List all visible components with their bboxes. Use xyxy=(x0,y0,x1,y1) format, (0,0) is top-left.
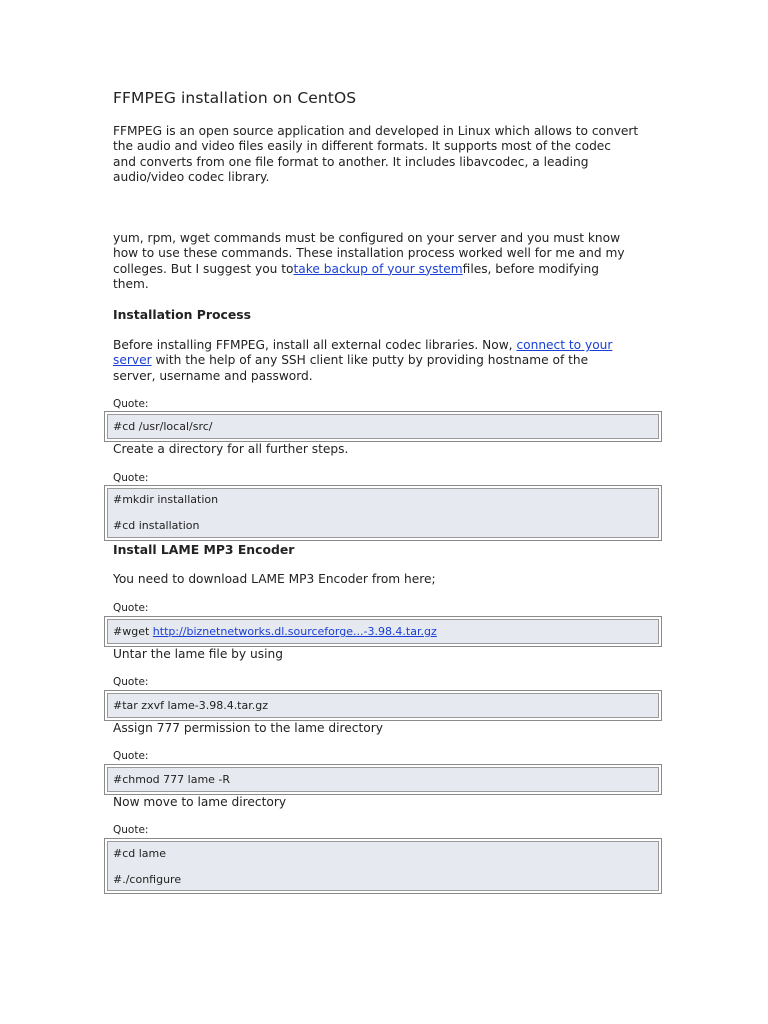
lame-download-link[interactable]: http://biznetnetworks.dl.sourceforge...-3.98.4.tar.gz xyxy=(152,625,437,638)
quote-box-inner xyxy=(107,841,659,891)
prereq-line-3-after: files, before modifying xyxy=(462,261,599,276)
prereq-line-2: how to use these commands. These installation process worked well for me and my xyxy=(113,246,625,261)
code-cd-installation: #cd installation xyxy=(113,519,200,532)
code-chmod: #chmod 777 lame -R xyxy=(113,773,231,786)
code-cd-src: #cd /usr/local/src/ xyxy=(113,420,213,433)
connect-server-link-part-2[interactable]: server xyxy=(113,353,152,368)
intro-line-4: audio/video codec library. xyxy=(113,169,270,184)
download-text: You need to download LAME MP3 Encoder from here; xyxy=(113,572,436,586)
quote-label: Quote: xyxy=(113,472,149,484)
install-line-1-before: Before installing FFMPEG, install all external codec libraries. Now, xyxy=(113,338,517,352)
untar-text: Untar the lame file by using xyxy=(113,647,283,661)
quote-label: Quote: xyxy=(113,824,149,836)
prereq-line-3-before: colleges. But I suggest you to xyxy=(113,261,294,276)
quote-box-tar xyxy=(104,690,662,721)
quote-box-wget xyxy=(104,616,662,647)
quote-box-cd-src xyxy=(104,411,662,442)
prereq-line-4: them. xyxy=(113,276,149,291)
lame-heading: Install LAME MP3 Encoder xyxy=(113,542,295,557)
code-wget xyxy=(113,625,437,638)
quote-label: Quote: xyxy=(113,602,149,614)
quote-label: Quote: xyxy=(113,398,149,410)
connect-server-link-part-1[interactable]: connect to your xyxy=(516,338,613,352)
prereq-line-1: yum, rpm, wget commands must be configured on your server and you must know xyxy=(113,231,621,245)
page-title: FFMPEG installation on CentOS xyxy=(113,89,357,107)
quote-label: Quote: xyxy=(113,750,149,762)
create-dir-text: Create a directory for all further steps. xyxy=(113,442,349,456)
intro-line-3: and converts from one file format to another. It includes libavcodec, a leading xyxy=(113,154,589,169)
quote-label: Quote: xyxy=(113,676,149,688)
prereq-paragraph xyxy=(113,231,653,292)
code-configure: #./configure xyxy=(113,873,182,886)
intro-line-2: the audio and video files easily in different formats. It supports most of the codec xyxy=(113,139,612,154)
backup-link[interactable]: take backup of your system xyxy=(293,261,463,276)
install-paragraph xyxy=(113,338,653,384)
installation-heading: Installation Process xyxy=(113,307,251,322)
code-cd-lame: #cd lame xyxy=(113,847,167,860)
code-mkdir: #mkdir installation xyxy=(113,493,219,506)
code-tar: #tar zxvf lame-3.98.4.tar.gz xyxy=(113,699,269,712)
assign-text: Assign 777 permission to the lame directory xyxy=(113,721,383,735)
intro-paragraph xyxy=(113,124,653,185)
install-line-3: server, username and password. xyxy=(113,368,313,383)
install-line-2-after: with the help of any SSH client like putty by providing hostname of the xyxy=(151,353,589,368)
quote-box-chmod xyxy=(104,764,662,795)
move-text: Now move to lame directory xyxy=(113,795,287,809)
quote-box-mkdir xyxy=(104,485,662,541)
code-wget-prefix: #wget xyxy=(113,625,153,638)
quote-box-configure xyxy=(104,838,662,894)
intro-line-1: FFMPEG is an open source application and developed in Linux which allows to convert xyxy=(113,124,639,138)
